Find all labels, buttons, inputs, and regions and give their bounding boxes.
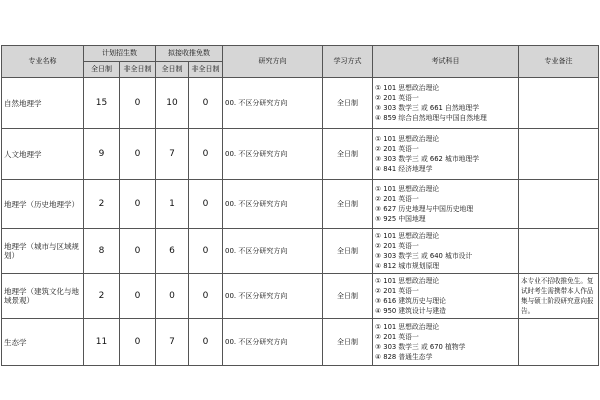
rec-full-time: 7 — [156, 129, 189, 180]
subject-line: ② 201 英语一 — [375, 287, 419, 295]
major-name: 地理学（历史地理学） — [2, 180, 84, 229]
rec-full-time: 6 — [156, 229, 189, 274]
subject-line: ④ 812 城市规划原理 — [375, 262, 440, 270]
plan-part-time: 0 — [120, 180, 156, 229]
exam-subjects — [373, 78, 519, 129]
rec-full-time: 0 — [156, 274, 189, 319]
header-recommend: 拟接收推免数 — [156, 46, 223, 62]
header-major: 专业名称 — [2, 46, 84, 78]
plan-part-time: 0 — [120, 274, 156, 319]
subject-line: ② 201 英语一 — [375, 145, 419, 153]
remarks — [519, 129, 599, 180]
plan-full-time: 9 — [84, 129, 120, 180]
header-exam-subjects: 考试科目 — [373, 46, 519, 78]
subject-line: ③ 303 数学三 或 670 植物学 — [375, 343, 466, 351]
table-row — [2, 274, 599, 319]
subject-line: ④ 841 经济地理学 — [375, 165, 433, 173]
rec-part-time: 0 — [189, 274, 223, 319]
plan-part-time: 0 — [120, 129, 156, 180]
header-remarks: 专业备注 — [519, 46, 599, 78]
subject-line: ① 101 思想政治理论 — [375, 277, 440, 285]
rec-full-time: 1 — [156, 180, 189, 229]
subject-line: ① 101 思想政治理论 — [375, 135, 440, 143]
remarks — [519, 229, 599, 274]
exam-subjects — [373, 319, 519, 366]
plan-full-time: 2 — [84, 180, 120, 229]
header-rec-full-time: 全日制 — [156, 62, 189, 78]
header-plan-full-time: 全日制 — [84, 62, 120, 78]
subject-line: ③ 616 建筑历史与理论 — [375, 297, 446, 305]
header-plan-part-time: 非全日制 — [120, 62, 156, 78]
research-direction: 00. 不区分研究方向 — [223, 229, 323, 274]
plan-part-time: 0 — [120, 229, 156, 274]
rec-full-time: 10 — [156, 78, 189, 129]
rec-part-time: 0 — [189, 78, 223, 129]
plan-part-time: 0 — [120, 78, 156, 129]
rec-full-time: 7 — [156, 319, 189, 366]
study-mode: 全日制 — [323, 229, 373, 274]
research-direction: 00. 不区分研究方向 — [223, 274, 323, 319]
subject-line: ② 201 英语一 — [375, 242, 419, 250]
major-name: 地理学（城市与区域规划） — [2, 229, 84, 274]
study-mode: 全日制 — [323, 129, 373, 180]
research-direction: 00. 不区分研究方向 — [223, 129, 323, 180]
exam-subjects — [373, 274, 519, 319]
plan-full-time: 2 — [84, 274, 120, 319]
subject-line: ③ 303 数学三 或 640 城市设计 — [375, 252, 473, 260]
remarks: 本专业不招收推免生。复试时考生需携带本人作品集与硕士阶段研究意向报告。 — [519, 274, 599, 319]
study-mode: 全日制 — [323, 180, 373, 229]
rec-part-time: 0 — [189, 319, 223, 366]
major-name: 人文地理学 — [2, 129, 84, 180]
exam-subjects — [373, 229, 519, 274]
study-mode: 全日制 — [323, 319, 373, 366]
table-row — [2, 129, 599, 180]
plan-full-time: 8 — [84, 229, 120, 274]
subject-line: ③ 303 数学三 或 661 自然地理学 — [375, 104, 480, 112]
subject-line: ① 101 思想政治理论 — [375, 323, 440, 331]
plan-full-time: 11 — [84, 319, 120, 366]
table-row — [2, 229, 599, 274]
table-row — [2, 180, 599, 229]
header-rec-part-time: 非全日制 — [189, 62, 223, 78]
header-direction: 研究方向 — [223, 46, 323, 78]
research-direction: 00. 不区分研究方向 — [223, 78, 323, 129]
subject-line: ④ 859 综合自然地理与中国自然地理 — [375, 114, 487, 122]
subject-line: ④ 828 普通生态学 — [375, 353, 433, 361]
rec-part-time: 0 — [189, 129, 223, 180]
subject-line: ① 101 思想政治理论 — [375, 84, 440, 92]
subject-line: ① 101 思想政治理论 — [375, 185, 440, 193]
major-name: 生态学 — [2, 319, 84, 366]
subject-line: ⑤ 925 中国地理 — [375, 215, 426, 223]
plan-part-time: 0 — [120, 319, 156, 366]
subject-line: ① 101 思想政治理论 — [375, 232, 440, 240]
remarks — [519, 180, 599, 229]
exam-subjects — [373, 180, 519, 229]
rec-part-time: 0 — [189, 180, 223, 229]
subject-line: ② 201 英语一 — [375, 94, 419, 102]
exam-subjects — [373, 129, 519, 180]
remarks — [519, 78, 599, 129]
subject-line: ② 201 英语一 — [375, 333, 419, 341]
research-direction: 00. 不区分研究方向 — [223, 319, 323, 366]
study-mode: 全日制 — [323, 78, 373, 129]
subject-line: ③ 627 历史地理与中国历史地理 — [375, 205, 474, 213]
subject-line: ③ 303 数学三 或 662 城市地理学 — [375, 155, 480, 163]
rec-part-time: 0 — [189, 229, 223, 274]
plan-full-time: 15 — [84, 78, 120, 129]
subject-line: ④ 950 建筑设计与建造 — [375, 307, 446, 315]
major-name: 自然地理学 — [2, 78, 84, 129]
table-row — [2, 319, 599, 366]
header-study-mode: 学习方式 — [323, 46, 373, 78]
admissions-table — [1, 45, 599, 366]
table-row — [2, 78, 599, 129]
study-mode: 全日制 — [323, 274, 373, 319]
subject-line: ② 201 英语一 — [375, 195, 419, 203]
major-name: 地理学（建筑文化与地域景观） — [2, 274, 84, 319]
research-direction: 00. 不区分研究方向 — [223, 180, 323, 229]
remarks — [519, 319, 599, 366]
header-plan: 计划招生数 — [84, 46, 156, 62]
